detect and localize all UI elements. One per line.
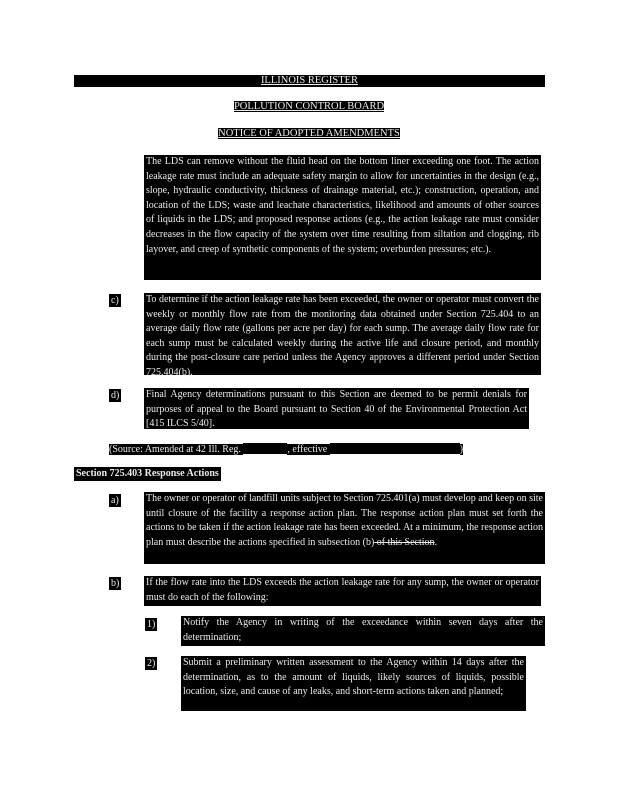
board-title-wrap (0, 100, 618, 113)
item-b1-label: 1) (147, 619, 156, 630)
item-b-text: If the flow rate into the LDS exceeds the action leakage rate for any sump, the owner or operator must do each of the following: (144, 576, 541, 606)
item-c-label: c) (111, 295, 119, 306)
notice-title-wrap (0, 127, 618, 140)
register-title: ILLINOIS REGISTER (260, 75, 359, 86)
item-b2-text: Submit a preliminary written assessment to the Agency within 14 days after the determination, as to the amount of liquids, likely sources of liquids, possible location, size, and cause of any leaks, and short-term actions taken and planned; (181, 656, 526, 711)
source-prefix: (Source: Amended at 42 Ill. Reg. (109, 444, 244, 455)
section-heading: Section 725.403 Response Actions (76, 468, 219, 479)
source-blank-2 (330, 443, 460, 454)
source-suffix: ) (459, 444, 464, 455)
item-d-label: d) (111, 390, 120, 401)
item-a-struck: of this Section (374, 536, 435, 548)
source-mid: , effective (287, 444, 330, 455)
item-a-label: a) (111, 495, 119, 506)
source-blank-1 (243, 443, 287, 454)
item-b-label: b) (111, 578, 120, 589)
item-b2-label: 2) (147, 658, 156, 669)
item-a-end: . (434, 536, 438, 548)
continued-paragraph: The LDS can remove without the fluid head on the bottom liner exceeding one foot. The action leakage rate must include an adequate safety margin to allow for uncertainties in the design (e.g., slope, hydraulic conductivity, thickness of drainage material, etc.); construction, operation, and location of the LDS; waste and leachate characteristics, likelihood and amounts of other sources of liquids in the LDS; and proposed response actions (e.g., the action leakage rate must consider decreases in the flow capacity of the system over time resulting from siltation and clogging, rib layover, and creep of synthetic components of the system; overburden pressures; etc.). (144, 155, 541, 280)
notice-title: NOTICE OF ADOPTED AMENDMENTS (218, 128, 400, 139)
item-b1-text: Notify the Agency in writing of the exceedance within seven days after the determination; (181, 616, 545, 646)
source-note (109, 443, 529, 456)
item-c-text: To determine if the action leakage rate has been exceeded, the owner or operator must convert the weekly or monthly flow rate from the monitoring data obtained under Section 725.404 to an average daily flow rate (gallons per acre per day) for each sump. The average daily flow rate for each sump must be calculated weekly during the active life and closure period, and monthly during the post-closure care period unless the Agency approves a different period under Section 725.404(b). (146, 294, 539, 378)
board-title: POLLUTION CONTROL BOARD (233, 101, 385, 112)
item-a-text (144, 492, 545, 564)
item-a-main: The owner or operator of landfill units subject to Section 725.401(a) must develop and keep on site until closure of the facility a response action plan. The response action plan must set forth the actions to be taken if the action leakage rate has been exceeded. At a minimum, the response action plan must describe the actions specified in subsection (b) (146, 493, 543, 548)
item-d-text: Final Agency determinations pursuant to this Section are deemed to be permit denials for purposes of appeal to the Board pursuant to Section 40 of the Environmental Protection Act [415 ILCS 5/40]. (146, 389, 527, 430)
